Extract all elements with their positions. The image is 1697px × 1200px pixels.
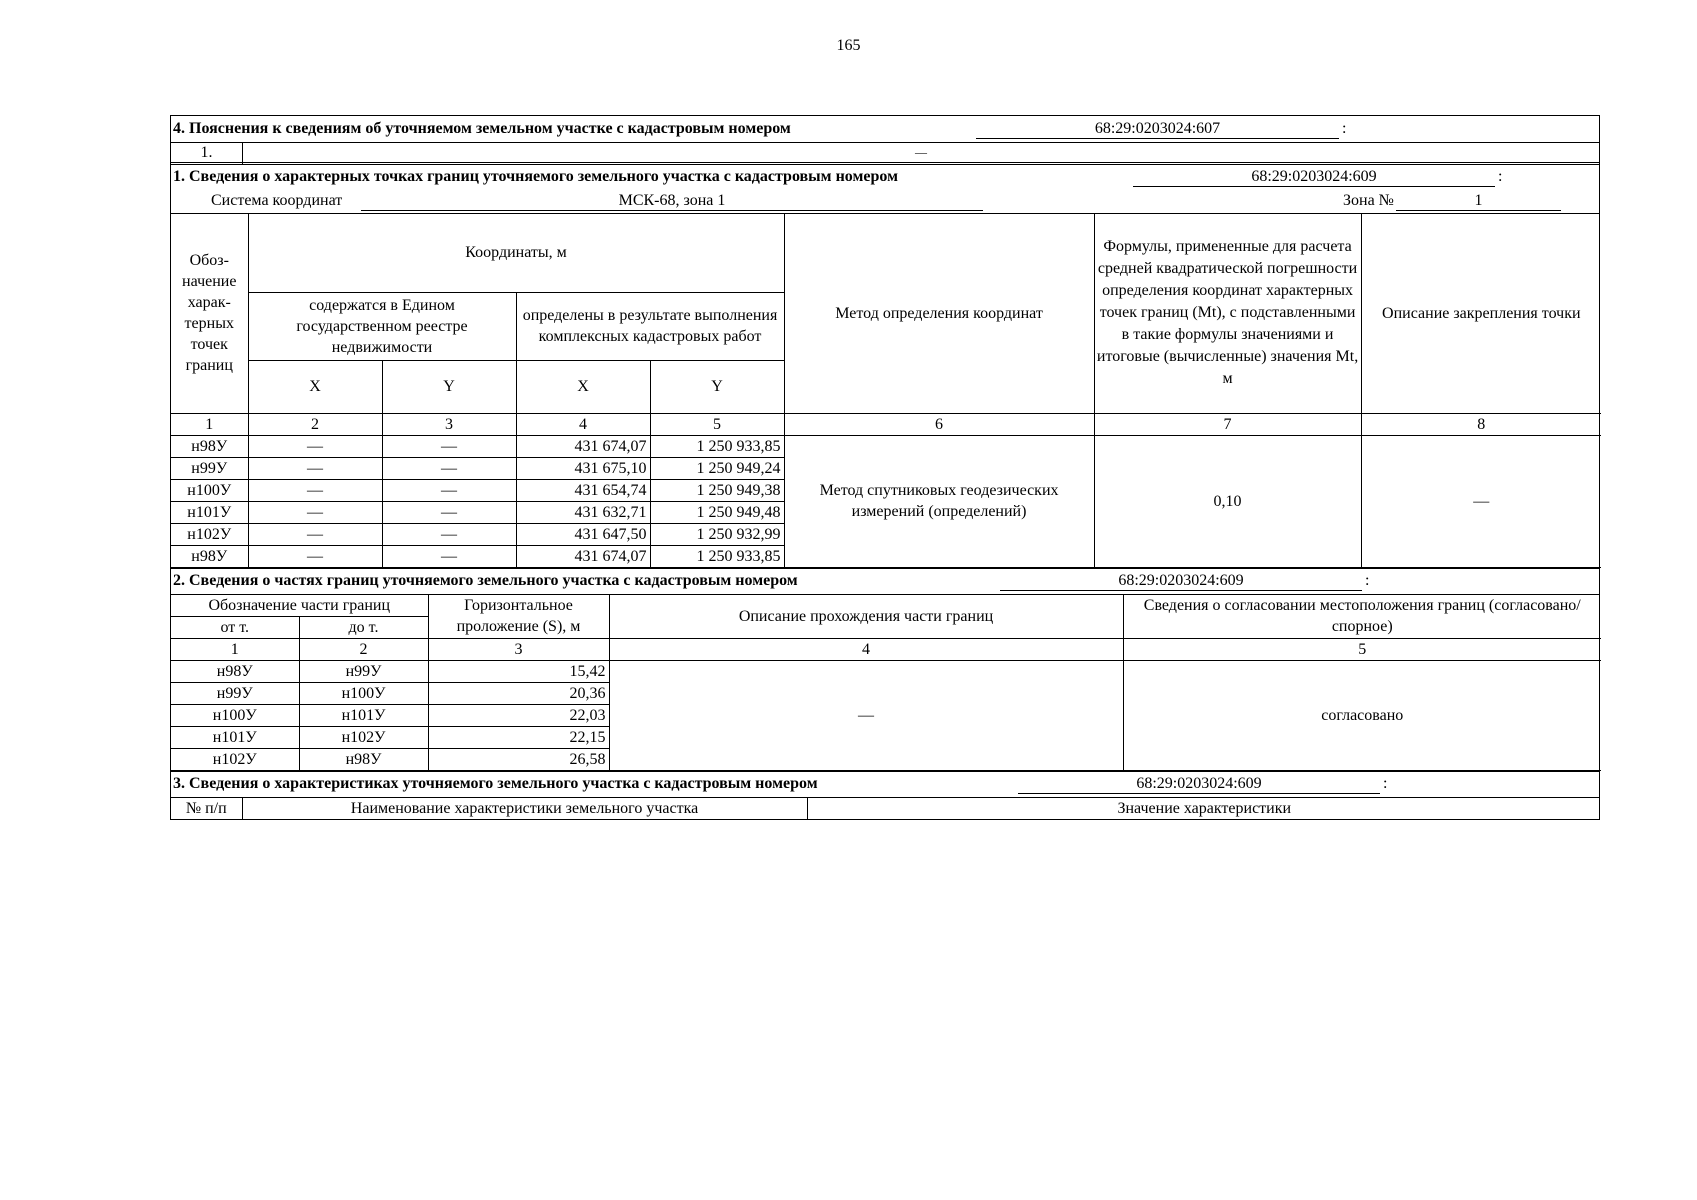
section2-header — [171, 568, 1599, 595]
section4-row-number: 1. — [171, 142, 243, 164]
section3-title: 3. Сведения о характеристиках уточняемого земельного участка с кадастровым номером — [173, 775, 818, 792]
x-egrn: — — [248, 501, 382, 523]
header-coordinates: Координаты, м — [248, 214, 784, 292]
header-y-complex: Y — [650, 360, 784, 413]
section4-cadastral-number: 68:29:0203024:607 — [976, 120, 1339, 139]
section1-cadastral-number: 68:29:0203024:609 — [1133, 168, 1495, 187]
y-egrn: — — [382, 479, 516, 501]
header-agreement: Сведения о согласовании местоположения границ (согласовано/спорное) — [1123, 595, 1601, 639]
section1-colon: : — [1498, 168, 1503, 185]
to-point: н102У — [299, 726, 428, 748]
table-row — [171, 435, 1601, 457]
horizontal-length: 26,58 — [428, 748, 609, 770]
col-number: 7 — [1094, 413, 1361, 435]
point-name: н98У — [171, 435, 248, 457]
section3-colon: : — [1383, 775, 1388, 792]
x-egrn: — — [248, 545, 382, 567]
header-description: Описание прохождения части границ — [609, 595, 1123, 639]
section1-header — [171, 165, 1599, 214]
page-number: 165 — [836, 37, 861, 54]
to-point: н101У — [299, 704, 428, 726]
x-egrn: — — [248, 479, 382, 501]
section2-title: 2. Сведения о частях границ уточняемого земельного участка с кадастровым номером — [173, 572, 798, 589]
horizontal-length: 22,03 — [428, 704, 609, 726]
x-complex: 431 675,10 — [516, 457, 650, 479]
to-point: н99У — [299, 660, 428, 682]
zone-value: 1 — [1396, 192, 1561, 211]
document-form — [170, 115, 1600, 820]
header-formulas: Формулы, примененные для расчета средней квадратической погрешности определения координат характерных точек границ (Mt), с подставленными в такие формулы значениями и итоговые (вычисленные) значения Mt, м — [1094, 214, 1361, 413]
y-complex: 1 250 949,38 — [650, 479, 784, 501]
x-complex: 431 654,74 — [516, 479, 650, 501]
header-to: до т. — [299, 616, 428, 638]
section3-header — [171, 771, 1599, 798]
col-number: 1 — [171, 413, 248, 435]
x-complex: 431 647,50 — [516, 523, 650, 545]
y-complex: 1 250 933,85 — [650, 545, 784, 567]
col-number: 6 — [784, 413, 1094, 435]
mt-value: 0,10 — [1094, 435, 1361, 567]
header-characteristic-value: Значение характеристики — [807, 798, 1601, 819]
col-number: 1 — [171, 638, 299, 660]
header-egrn: содержатся в Едином государственном реестре недвижимости — [248, 292, 516, 360]
col-number: 3 — [382, 413, 516, 435]
header-complex: определены в результате выполнения комплексных кадастровых работ — [516, 292, 784, 360]
from-point: н99У — [171, 682, 299, 704]
from-point: н102У — [171, 748, 299, 770]
characteristics-table — [171, 798, 1601, 819]
from-point: н100У — [171, 704, 299, 726]
points-table — [171, 214, 1601, 568]
section4-title: 4. Пояснения к сведениям об уточняемом земельном участке с кадастровым номером — [173, 120, 791, 137]
y-complex: 1 250 949,48 — [650, 501, 784, 523]
column-numbers-row — [171, 638, 1601, 660]
col-number: 2 — [299, 638, 428, 660]
col-number: 5 — [1123, 638, 1601, 660]
point-name: н99У — [171, 457, 248, 479]
coord-system-label: Система координат — [211, 192, 343, 209]
point-name: н101У — [171, 501, 248, 523]
point-name: н98У — [171, 545, 248, 567]
parts-table — [171, 595, 1601, 771]
header-number: № п/п — [171, 798, 242, 819]
section2-colon: : — [1365, 572, 1370, 589]
x-complex: 431 674,07 — [516, 435, 650, 457]
from-point: н98У — [171, 660, 299, 682]
y-egrn: — — [382, 545, 516, 567]
col-number: 4 — [516, 413, 650, 435]
y-egrn: — — [382, 457, 516, 479]
header-designation: Обоз-начение харак-терных точек границ — [171, 214, 248, 413]
col-number: 8 — [1361, 413, 1601, 435]
method-value: Метод спутниковых геодезических измерений (определений) — [784, 435, 1094, 567]
col-number: 2 — [248, 413, 382, 435]
header-from: от т. — [171, 616, 299, 638]
column-numbers-row — [171, 413, 1601, 435]
x-egrn: — — [248, 457, 382, 479]
to-point: н98У — [299, 748, 428, 770]
y-egrn: — — [382, 501, 516, 523]
section4-row-value: — — [915, 145, 927, 159]
col-number: 4 — [609, 638, 1123, 660]
coord-system-value: МСК-68, зона 1 — [361, 192, 983, 211]
point-name: н102У — [171, 523, 248, 545]
y-complex: 1 250 933,85 — [650, 435, 784, 457]
header-x-egrn: X — [248, 360, 382, 413]
section3-cadastral-number: 68:29:0203024:609 — [1018, 775, 1380, 794]
y-complex: 1 250 932,99 — [650, 523, 784, 545]
section4-colon: : — [1342, 120, 1347, 137]
header-characteristic-name: Наименование характеристики земельного участка — [242, 798, 807, 819]
section4-row — [171, 143, 1599, 165]
agreement-value: согласовано — [1123, 660, 1601, 770]
fixing-value: — — [1361, 435, 1601, 567]
header-method: Метод определения координат — [784, 214, 1094, 413]
horizontal-length: 15,42 — [428, 660, 609, 682]
zone-label: Зона № — [1343, 192, 1394, 209]
description-value: — — [609, 660, 1123, 770]
point-name: н100У — [171, 479, 248, 501]
col-number: 5 — [650, 413, 784, 435]
table-row — [171, 660, 1601, 682]
header-fixing: Описание закрепления точки — [1361, 214, 1601, 413]
section2-cadastral-number: 68:29:0203024:609 — [1000, 572, 1362, 591]
horizontal-length: 22,15 — [428, 726, 609, 748]
horizontal-length: 20,36 — [428, 682, 609, 704]
x-complex: 431 674,07 — [516, 545, 650, 567]
x-egrn: — — [248, 435, 382, 457]
col-number: 3 — [428, 638, 609, 660]
header-x-complex: X — [516, 360, 650, 413]
header-y-egrn: Y — [382, 360, 516, 413]
from-point: н101У — [171, 726, 299, 748]
y-complex: 1 250 949,24 — [650, 457, 784, 479]
x-egrn: — — [248, 523, 382, 545]
to-point: н100У — [299, 682, 428, 704]
header-part-designation: Обозначение части границ — [171, 595, 428, 617]
header-horizontal: Горизонтальное проложение (S), м — [428, 595, 609, 639]
y-egrn: — — [382, 435, 516, 457]
section1-title: 1. Сведения о характерных точках границ уточняемого земельного участка с кадастровым номером — [173, 168, 898, 185]
section4-header — [171, 116, 1599, 143]
y-egrn: — — [382, 523, 516, 545]
x-complex: 431 632,71 — [516, 501, 650, 523]
